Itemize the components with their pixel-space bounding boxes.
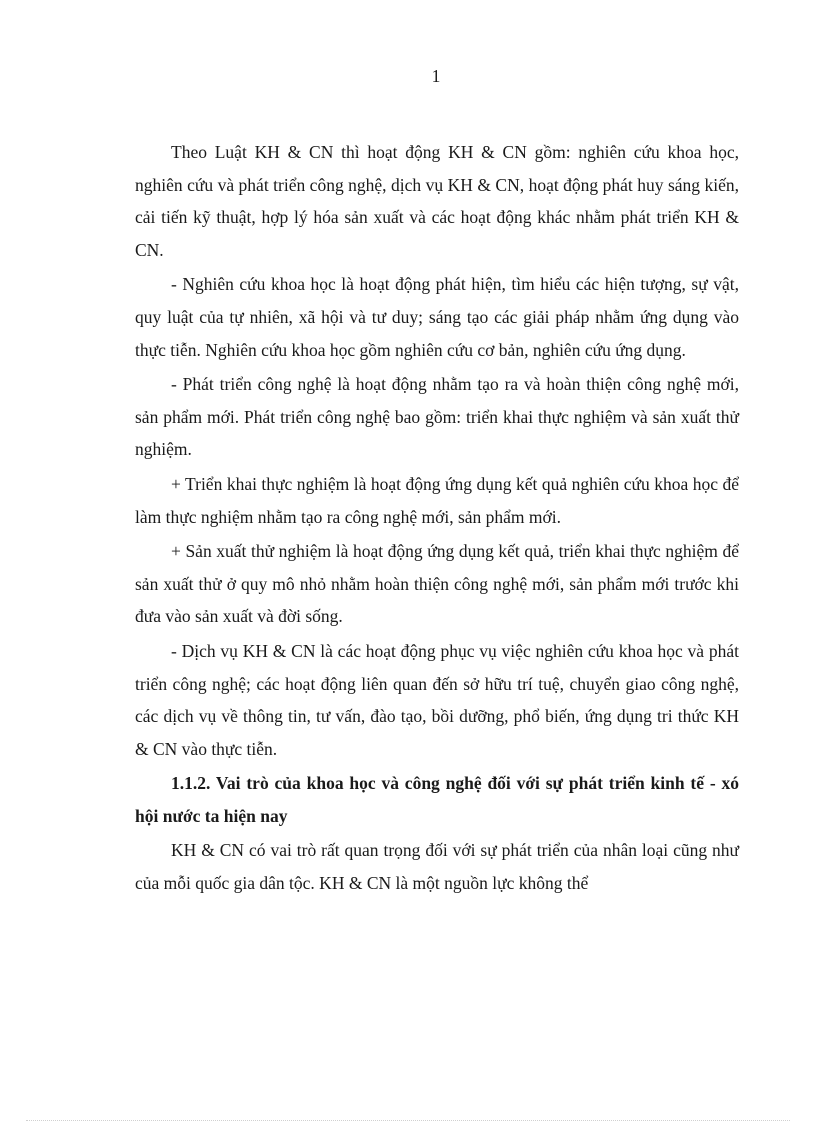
section-paragraph: KH & CN có vai trò rất quan trọng đối với sự phát triển của nhân loại cũng như của mỗi quốc gia dân tộc. KH & CN là một nguồn lực không thể [135,840,739,894]
page-number: 1 [431,66,441,86]
paragraph-intro: Theo Luật KH & CN thì hoạt động KH & CN gồm: nghiên cứu khoa học, nghiên cứu và phát triển công nghệ, dịch vụ KH & CN, hoạt động phát huy sáng kiến, cải tiến kỹ thuật, hợp lý hóa sản xuất và các hoạt động khác nhằm phát triển KH & CN. [135,142,739,260]
paragraph-technology-development: - Phát triển công nghệ là hoạt động nhằm tạo ra và hoàn thiện công nghệ mới, sản phẩm mới. Phát triển công nghệ bao gồm: triển khai thực nghiệm và sản xuất thử nghiệm. [135,374,739,460]
section-heading: 1.1.2. Vai trò của khoa học và công nghệ đối với sự phát triển kinh tế - xó hội nước ta hiện nay [135,773,739,826]
paragraph-science-services: - Dịch vụ KH & CN là các hoạt động phục vụ việc nghiên cứu khoa học và phát triển công nghệ; các hoạt động liên quan đến sở hữu trí tuệ, chuyển giao công nghệ, các dịch vụ về thông tin, tư vấn, đào tạo, bồi dưỡng, phổ biến, ứng dụng tri thức KH & CN vào thực tiễn. [135,640,739,759]
paragraph-trial-production: + Sản xuất thử nghiệm là hoạt động ứng dụng kết quả, triển khai thực nghiệm để sản xuất thử ở quy mô nhỏ nhằm hoàn thiện công nghệ mới, sản phẩm mới trước khi đưa vào sản xuất và đời sống. [135,541,739,627]
paragraph-experimental-deployment: + Triển khai thực nghiệm là hoạt động ứng dụng kết quả nghiên cứu khoa học để làm thực nghiệm nhằm tạo ra công nghệ mới, sản phẩm mới. [135,473,739,527]
paragraph-scientific-research: - Nghiên cứu khoa học là hoạt động phát hiện, tìm hiểu các hiện tượng, sự vật, quy luật của tự nhiên, xã hội và tư duy; sáng tạo các giải pháp nhằm ứng dụng vào thực tiễn. Nghiên cứu khoa học gồm nghiên cứu cơ bản, nghiên cứu ứng dụng. [135,274,739,360]
document-body [135,136,739,902]
page-bottom-divider [26,1120,790,1121]
